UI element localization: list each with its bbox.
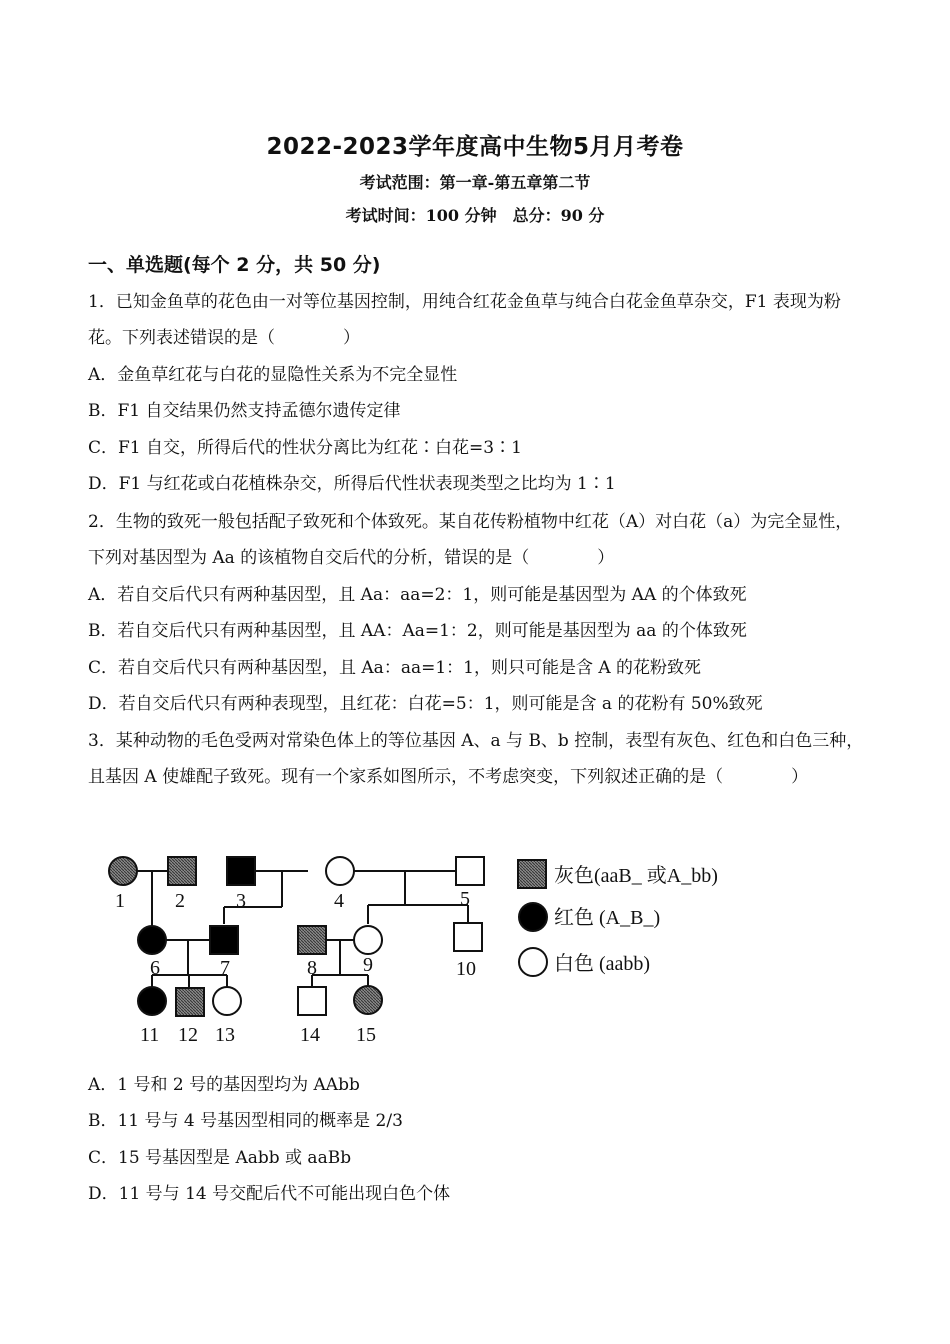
label-9: 9 — [363, 954, 373, 976]
label-3: 3 — [236, 890, 246, 912]
legend-white: 白色 (aabb) — [554, 953, 651, 975]
exam-time-score: 考试时间：100 分钟 总分：90 分 — [345, 206, 605, 225]
exam-scope: 考试范围：第一章-第五章第二节 — [359, 173, 591, 192]
individual-2 — [168, 857, 196, 885]
label-7: 7 — [220, 957, 230, 979]
individual-14 — [298, 987, 326, 1015]
question-1-option-d: D．F1 与红花或白花植株杂交，所得后代性状表现类型之比均为 1∶1 — [88, 474, 616, 494]
section-title: 一、单选题(每个 2 分，共 50 分) — [88, 254, 381, 276]
legend-white-circle — [519, 948, 547, 976]
label-2: 2 — [175, 890, 185, 912]
individual-15 — [354, 986, 382, 1014]
individual-6 — [138, 926, 166, 954]
question-1-option-a: A．金鱼草红花与白花的显隐性关系为不完全显性 — [88, 365, 458, 385]
label-14: 14 — [300, 1024, 320, 1046]
label-10: 10 — [456, 958, 476, 980]
individual-8 — [298, 926, 326, 954]
individual-3 — [227, 857, 255, 885]
label-12: 12 — [178, 1024, 198, 1046]
label-15: 15 — [356, 1024, 376, 1046]
label-5: 5 — [460, 888, 470, 910]
page-title: 2022-2023学年度高中生物5月月考卷 — [266, 134, 684, 160]
legend-red: 红色 (A_B_) — [554, 907, 661, 929]
label-6: 6 — [150, 957, 160, 979]
individual-7 — [210, 926, 238, 954]
question-2-option-d: D．若自交后代只有两种表现型，且红花：白花=5：1，则可能是含 a 的花粉有 50%致死 — [88, 694, 763, 714]
question-3-option-b: B．11 号与 4 号基因型相同的概率是 2/3 — [88, 1111, 403, 1131]
question-1-stem: 1．已知金鱼草的花色由一对等位基因控制，用纯合红花金鱼草与纯合白花金鱼草杂交，F1 表现为粉花。下列表述错误的是（ ） — [88, 292, 841, 348]
question-2-option-b: B．若自交后代只有两种基因型，且 AA：Aa=1：2，则可能是基因型为 aa 的个体致死 — [88, 621, 747, 641]
pedigree-figure — [100, 850, 780, 1060]
question-1-option-b: B．F1 自交结果仍然支持孟德尔遗传定律 — [88, 401, 401, 421]
individual-1 — [109, 857, 137, 885]
question-3-option-c: C．15 号基因型是 Aabb 或 aaBb — [88, 1148, 352, 1168]
question-3-option-a: A．1 号和 2 号的基因型均为 AAbb — [88, 1075, 360, 1095]
individual-13 — [213, 987, 241, 1015]
individual-12 — [176, 988, 204, 1016]
question-1-option-c: C．F1 自交，所得后代的性状分离比为红花∶白花=3∶1 — [88, 438, 522, 458]
label-8: 8 — [307, 957, 317, 979]
individual-11 — [138, 987, 166, 1015]
legend-gray-square — [518, 860, 546, 888]
question-2-stem: 2．生物的致死一般包括配子致死和个体致死。某自花传粉植物中红花（A）对白花（a）为完全显性，下列对基因型为 Aa 的该植物自交后代的分析，错误的是（ ） — [88, 512, 853, 568]
question-2-option-c: C．若自交后代只有两种基因型，且 Aa：aa=1：1，则只可能是含 A 的花粉致死 — [88, 658, 702, 678]
question-2-option-a: A．若自交后代只有两种基因型，且 Aa：aa=2：1，则可能是基因型为 AA 的个体致死 — [88, 585, 747, 605]
legend-gray: 灰色(aaB_ 或A_bb) — [554, 865, 718, 887]
legend-red-circle — [519, 903, 547, 931]
label-4: 4 — [334, 890, 344, 912]
individual-4 — [326, 857, 354, 885]
question-3-option-d: D．11 号与 14 号交配后代不可能出现白色个体 — [88, 1184, 451, 1204]
individual-5 — [456, 857, 484, 885]
label-1: 1 — [115, 890, 125, 912]
label-11: 11 — [140, 1024, 160, 1046]
individual-10 — [454, 923, 482, 951]
label-13: 13 — [215, 1024, 235, 1046]
individual-9 — [354, 926, 382, 954]
question-3-stem: 3．某种动物的毛色受两对常染色体上的等位基因 A、a 与 B、b 控制，表型有灰色、红色和白色三种，且基因 A 使雄配子致死。现有一个家系如图所示，不考虑突变，下列叙述正确的是（ ） — [88, 731, 864, 787]
